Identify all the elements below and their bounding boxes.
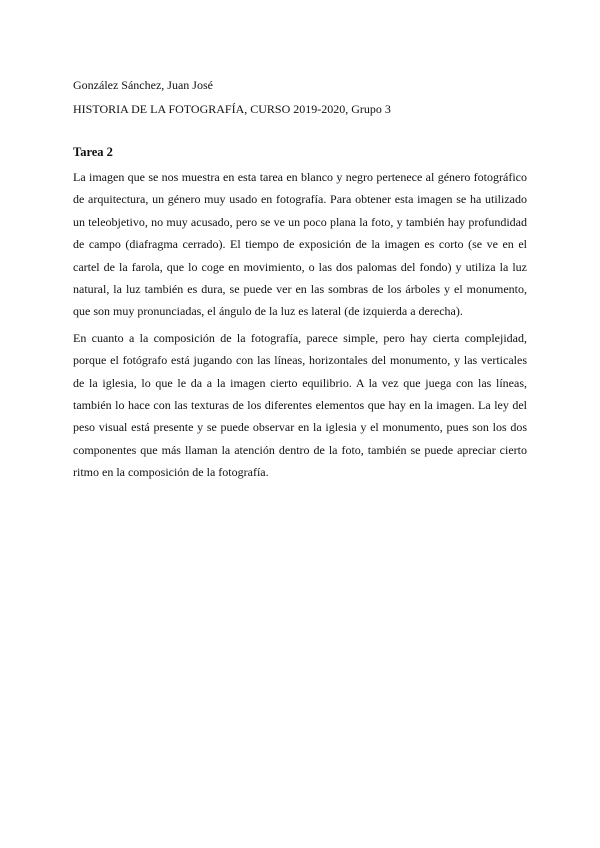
paragraph-1: La imagen que se nos muestra en esta tarea en blanco y negro pertenece al género fotográfico de arquitectura, un género muy usado en fotografía. Para obtener esta imagen se ha utilizado un teleobjetivo, no muy acusado, pero se ve un poco plana la foto, y también hay profundidad de campo (diafragma cerrado). El tiempo de exposición de la imagen es corto (se ve en el cartel de la farola, que lo coge en movimiento, o las dos palomas del fondo) y utiliza la luz natural, la luz también es dura, se puede ver en las sombras de los árboles y el monumento, que son muy pronunciadas, el ángulo de la luz es lateral (de izquierda a derecha). xyxy=(73,170,527,319)
course-line: HISTORIA DE LA FOTOGRAFÍA, CURSO 2019-2020, Grupo 3 xyxy=(73,102,391,116)
author-name: González Sánchez, Juan José xyxy=(73,78,213,92)
document-body xyxy=(73,76,527,484)
paragraph-2: En cuanto a la composición de la fotografía, parece simple, pero hay cierta complejidad, porque el fotógrafo está jugando con las líneas, horizontales del monumento, y las verticales de la iglesia, lo que le da a la imagen cierto equilibrio. A la vez que juega con las líneas, también lo hace con las texturas de los diferentes elementos que hay en la imagen. La ley del peso visual está presente y se puede observar en la iglesia y el monumento, pues son los dos componentes que más llaman la atención dentro de la foto, también se puede apreciar cierto ritmo en la composición de la fotografía. xyxy=(73,330,527,480)
task-title: Tarea 2 xyxy=(73,145,113,159)
